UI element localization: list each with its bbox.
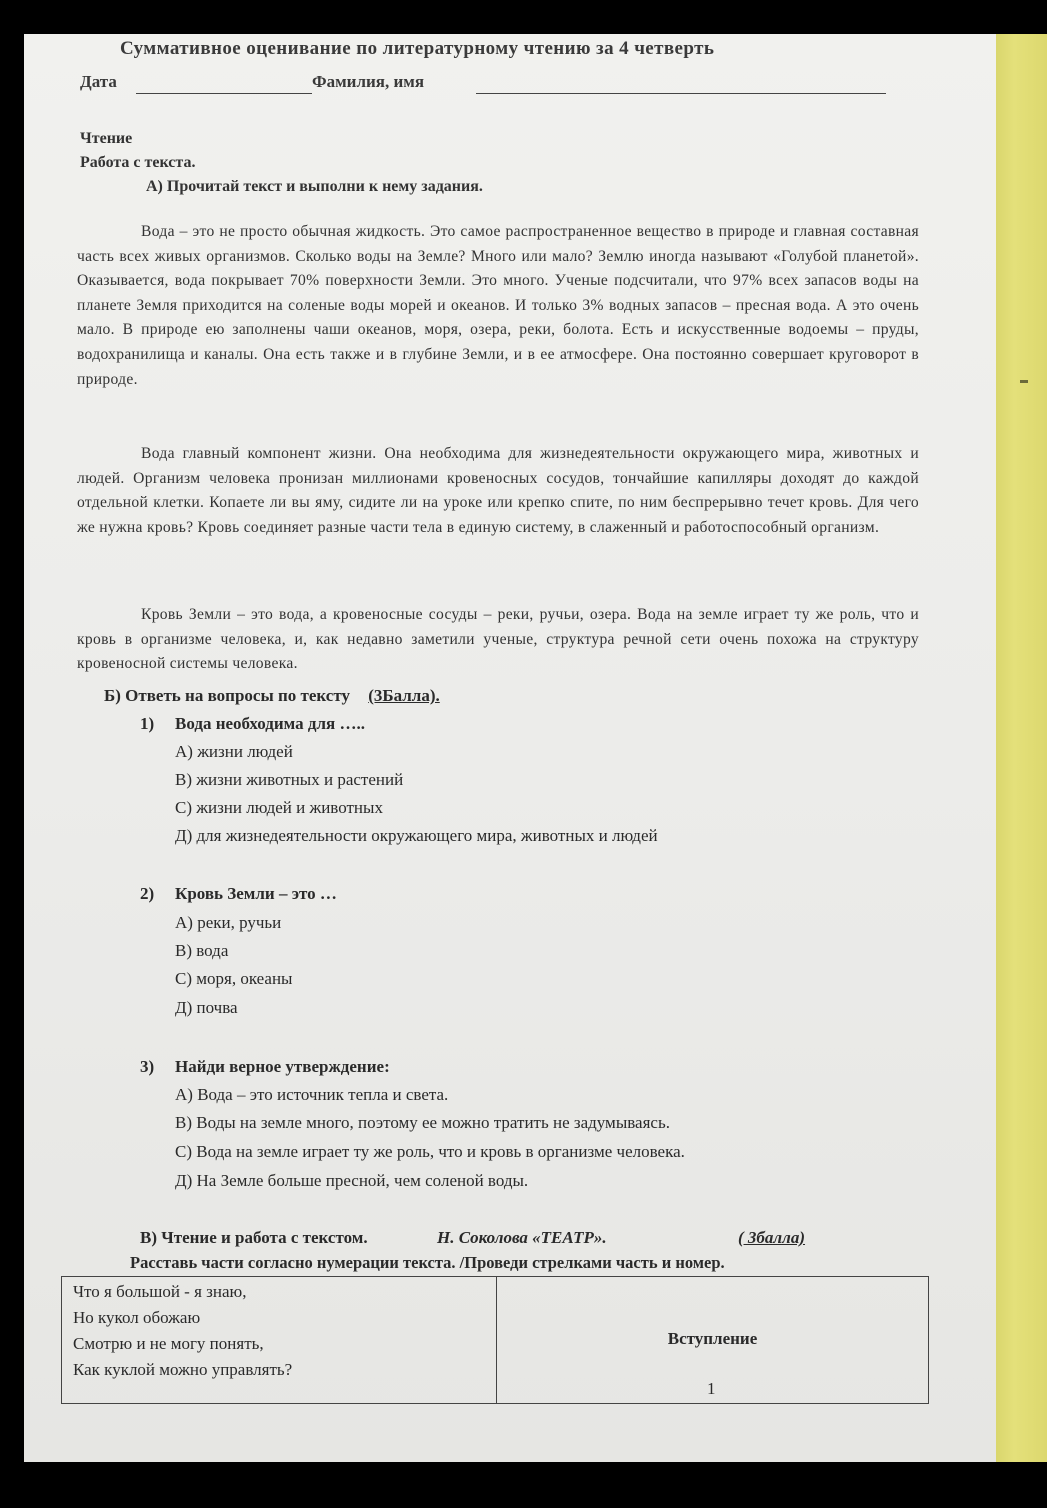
task-v-work: Н. Соколова «ТЕАТР». [437,1228,607,1247]
question-2-option-a: А) реки, ручьи [175,913,282,932]
folder-mark [1020,380,1028,383]
question-3-option-b: В) Воды на земле много, поэтому ее можно тратить не задумываясь. [175,1113,670,1132]
part-cell [497,1277,929,1404]
part-label: Вступление [667,1329,758,1348]
task-v-instruction: Расставь части согласно нумерации текста. /Проведи стрелками часть и номер. [130,1253,725,1272]
text-paragraph-3: Кровь Земли – это вода, а кровеносные сосуды – реки, ручьи, озера. Вода на земле играет ту же роль, что и кровь в организме человека, и, как недавно заметили ученые, структура речной сети очень похожа на структуру кровеносной системы человека. [77,606,919,673]
name-line [476,93,886,94]
text-paragraph-1: Вода – это не просто обычная жидкость. Это самое распространенное вещество в природе и главная составная часть всех живых организмов. Сколько воды на Земле? Много или мало? Землю иногда называют «Голубой планетой». Оказывается, вода покрывает 70% поверхности Земли. Это много. Ученые подсчитали, что 97% всех запасов воды на планете Земля приходится на соленые воды морей и океанов. И только 3% водных запасов – пресная вода. А это очень мало. В природе ею заполнены чаши океанов, моря, озера, реки, болота. Есть и искусственные водоемы – пруды, водохранилища и каналы. Она есть также и в глубине Земли, и в ее атмосфере. Она постоянно совершает круговорот в природе. [77,223,919,388]
section-reading: Чтение [80,130,133,147]
poem-line-1: Что я большой - я знаю, [73,1282,247,1301]
name-label: Фамилия, имя [312,72,425,91]
task-v-score-text: ( 3балла) [738,1228,806,1247]
question-2-option-b: В) вода [175,941,229,960]
poem-cell [62,1277,497,1404]
task-b-heading [104,686,440,706]
top-black-band [0,0,1047,36]
part-number: 1 [707,1379,716,1398]
question-2-text: Кровь Земли – это … [175,884,337,903]
question-3-text: Найди верное утверждение: [175,1057,390,1076]
page-title: Суммативное оценивание по литературному чтению за 4 четверть [120,38,715,59]
question-1-option-c: С) жизни людей и животных [175,798,383,817]
poem-line-4: Как куклой можно управлять? [73,1360,293,1379]
question-2-option-d: Д) почва [175,998,238,1017]
question-2-number: 2) [140,884,155,903]
question-1-text: Вода необходима для ….. [175,714,365,733]
date-line [136,93,312,94]
question-3-option-d: Д) На Земле больше пресной, чем соленой воды. [175,1171,529,1190]
task-b-score: (3Балла). [368,686,440,705]
task-a-heading: А) Прочитай текст и выполни к нему задания. [146,178,483,195]
yellow-folder-edge [992,34,1047,1464]
question-3-option-a: А) Вода – это источник тепла и света. [175,1085,449,1104]
question-2-option-c: С) моря, океаны [175,969,293,988]
question-1-option-a: А) жизни людей [175,742,293,761]
text-paragraph-2: Вода главный компонент жизни. Она необходима для жизнедеятельности окружающего мира, животных и людей. Организм человека пронизан миллионами кровеносных сосудов, тончайшие капилляры доходят до каждой отдельной клетки. Копаете ли вы яму, сидите ли на уроке или крепко спите, по ним беспрерывно течет кровь. Для чего же нужна кровь? Кровь соединяет разные части тела в единую систему, в слаженный и работоспособный организм. [77,445,919,536]
poem-line-2: Но кукол обожаю [73,1308,201,1327]
task-b-label: Б) Ответь на вопросы по тексту [104,686,350,705]
poem-line-3: Смотрю и не могу понять, [73,1334,264,1353]
question-1-number: 1) [140,714,155,733]
question-1-option-d: Д) для жизнедеятельности окружающего мира, животных и людей [175,826,658,845]
matching-table [61,1276,929,1404]
question-3-number: 3) [140,1057,155,1076]
bottom-black-band [0,1462,1047,1508]
question-3-option-c: С) Вода на земле играет ту же роль, что и кровь в организме человека. [175,1142,685,1161]
question-1-option-b: В) жизни животных и растений [175,770,404,789]
task-v-score [738,1228,805,1248]
section-work: Работа с текста. [80,154,196,171]
date-label: Дата [80,72,117,91]
task-v-label: В) Чтение и работа с текстом. [140,1228,368,1247]
